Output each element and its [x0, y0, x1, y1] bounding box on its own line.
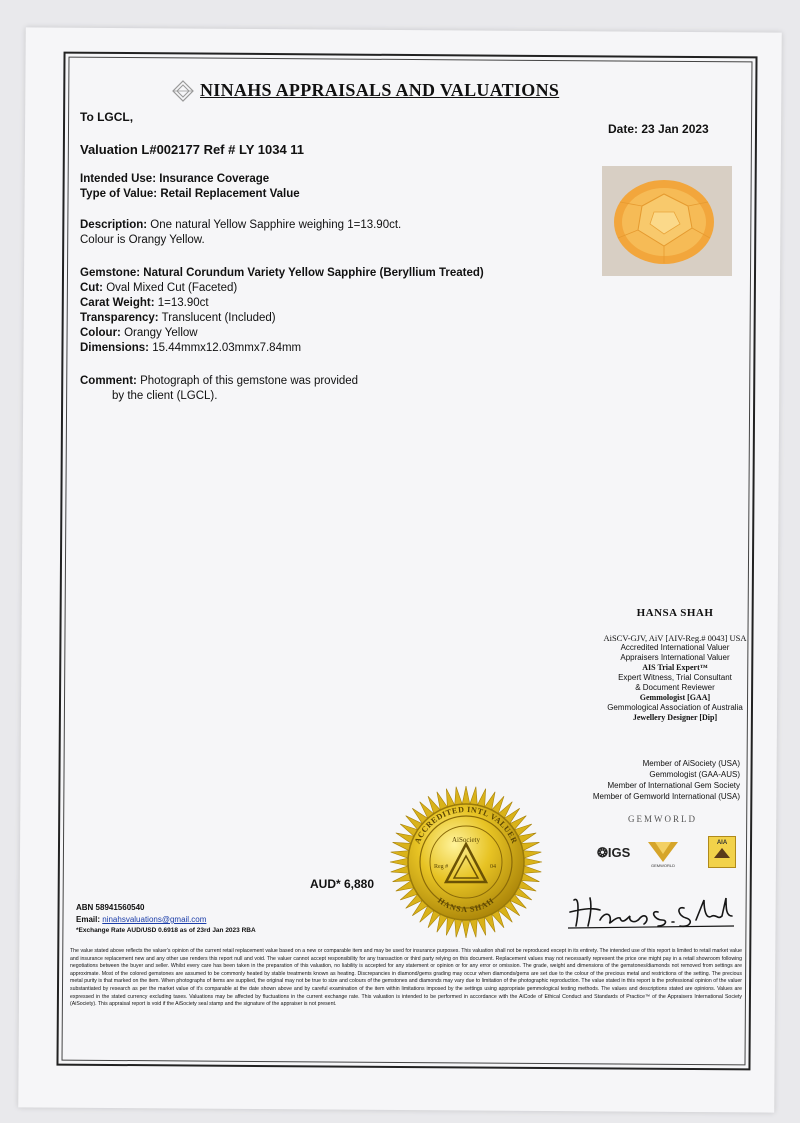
company-title: NINAHS APPRAISALS AND VALUATIONS: [200, 80, 560, 100]
gemworld-emblem-icon: [646, 838, 680, 868]
email-link[interactable]: ninahsvaluations@gmail.com: [102, 915, 207, 924]
appraiser-line: Gemmologist [GAA]: [639, 693, 711, 702]
valuation-reference: Valuation L#002177 Ref # LY 1034 11: [80, 142, 305, 157]
gemstone-photo: [602, 166, 732, 276]
appraiser-line: Jewellery Designer [Dip]: [632, 713, 718, 722]
appraiser-line: Gemmological Association of Australia: [607, 703, 743, 712]
membership-item: Member of International Gem Society: [607, 781, 740, 790]
appraiser-line: & Document Reviewer: [635, 683, 715, 692]
seal-top-text: ACCREDITED INTL VALUER: [412, 804, 520, 846]
membership-item: Member of Gemworld International (USA): [592, 792, 740, 801]
handwritten-signature: [566, 886, 736, 936]
seal-name-text: HANSA SHAH: [436, 895, 496, 915]
appraiser-line: Expert Witness, Trial Consultant: [618, 673, 732, 682]
value-type-row: Type of Value: Retail Replacement Value: [80, 188, 300, 200]
memberships-list: [560, 758, 740, 802]
transparency-row: Transparency: Translucent (Included): [80, 312, 276, 324]
carat-row: Carat Weight: 1=13.90ct: [80, 297, 209, 309]
valuation-amount: AUD* 6,880: [310, 877, 375, 891]
seal-reg-label: Reg #: [434, 864, 449, 870]
email-row: Email: ninahsvaluations@gmail.com: [76, 915, 207, 924]
cut-row: Cut: Oval Mixed Cut (Faceted): [80, 282, 238, 294]
report-date: Date: 23 Jan 2023: [608, 122, 709, 136]
igs-icon: ❂: [597, 845, 608, 860]
appraiser-name: HANSA SHAH: [636, 607, 714, 619]
appraiser-credentials: AiSCV-GJV, AiV [AIV-Reg.# 0043] USA: [603, 633, 747, 643]
company-logo-icon: [172, 80, 194, 102]
seal-sub-text: AiSociety: [452, 836, 480, 844]
membership-item: Gemmologist (GAA-AUS): [649, 770, 740, 779]
colour-row: Colour: Orangy Yellow: [80, 327, 198, 339]
igs-logo: ❂IGS: [597, 845, 631, 860]
description-row: Description: One natural Yellow Sapphire weighing 1=13.90ct.: [80, 219, 402, 231]
intended-use-row: Intended Use: Insurance Coverage: [80, 173, 270, 185]
dimensions-row: Dimensions: 15.44mmx12.03mmx7.84mm: [80, 342, 302, 354]
appraiser-line: AIS Trial Expert™: [642, 663, 708, 672]
gemstone-row: Gemstone: Natural Corundum Variety Yellow Sapphire (Beryllium Treated): [80, 267, 484, 279]
exchange-rate-note: *Exchange Rate AUD/USD 0.6918 as of 23rd Jan 2023 RBA: [76, 927, 256, 934]
gemworld-logo: GEMWORLD: [628, 814, 697, 824]
recipient: To LGCL,: [80, 110, 134, 124]
description-line2: Colour is Orangy Yellow.: [80, 234, 205, 246]
accreditation-seal: [386, 782, 546, 942]
disclaimer-text: The value stated above reflects the valuer's opinion of the current retail replacement value based on a new or comparable item and may be used for insurance purposes. This valuation shall not be reproduced except in its entirety. The intended use of this report is limited to retail market value and insurance replacement new and any other use renders this report null and void. The valuer cannot accept responsibility for any transaction or third party relying on this document. Replacement values may not necessarily represent the price one might pay in a retail showroom following negotiations between the buyer and seller. Whilst every care has been taken in the preparation of this valuation, no liability is accepted for any statement or opinion or for any error or omission. The grade, weight and dimensions of the gemstones/diamonds not removed from settings are approximate. Most of the colored gemstones are assumed to be commonly heated by stable treatments known as heating. Discrepancies in diamond/gems grading may occur when diamonds/gems are set due to the colour of the precious metal and restrictions of the setting. The precious metal purity is that marked on the item. When photographs of items are supplied, the original may not be true to size and colours of the gemstones and diamonds may vary due to limitation of the photographic reproduction. The value stated in this report is the professional opinion of the valuer substantiated by research as per the market value of it's comparable at the date shown above and by careful examination of the item within limitations imposed by the settings using appropriate gemmological testing methods. The values and descriptions stated are opinions. Values are expressed in the stated currency excluding taxes. Valuations may be affected by fluctuations in the current exchange rate. This valuation is intended to be performed in accordance with the AiCode of Ethical Conduct and Standards of Practice™ of the Appraisers International Society (AiSociety). This appraisal report is void if the AiSociety seal stamp and the signature of the appraiser is not present.: [70, 948, 742, 1008]
appraiser-block: [580, 605, 770, 723]
aia-logo: AIA: [708, 836, 736, 868]
seal-reg-number: 04: [490, 864, 496, 870]
svg-text:GEMWORLD: GEMWORLD: [651, 863, 675, 868]
comment-row: Comment: Photograph of this gemstone was provided: [80, 375, 359, 387]
comment-line2: by the client (LGCL).: [112, 390, 218, 402]
membership-item: Member of AiSociety (USA): [642, 759, 740, 768]
appraiser-line: Accredited International Valuer: [620, 643, 730, 652]
abn-number: ABN 58941560540: [76, 903, 145, 912]
appraiser-line: Appraisers International Valuer: [620, 653, 730, 662]
